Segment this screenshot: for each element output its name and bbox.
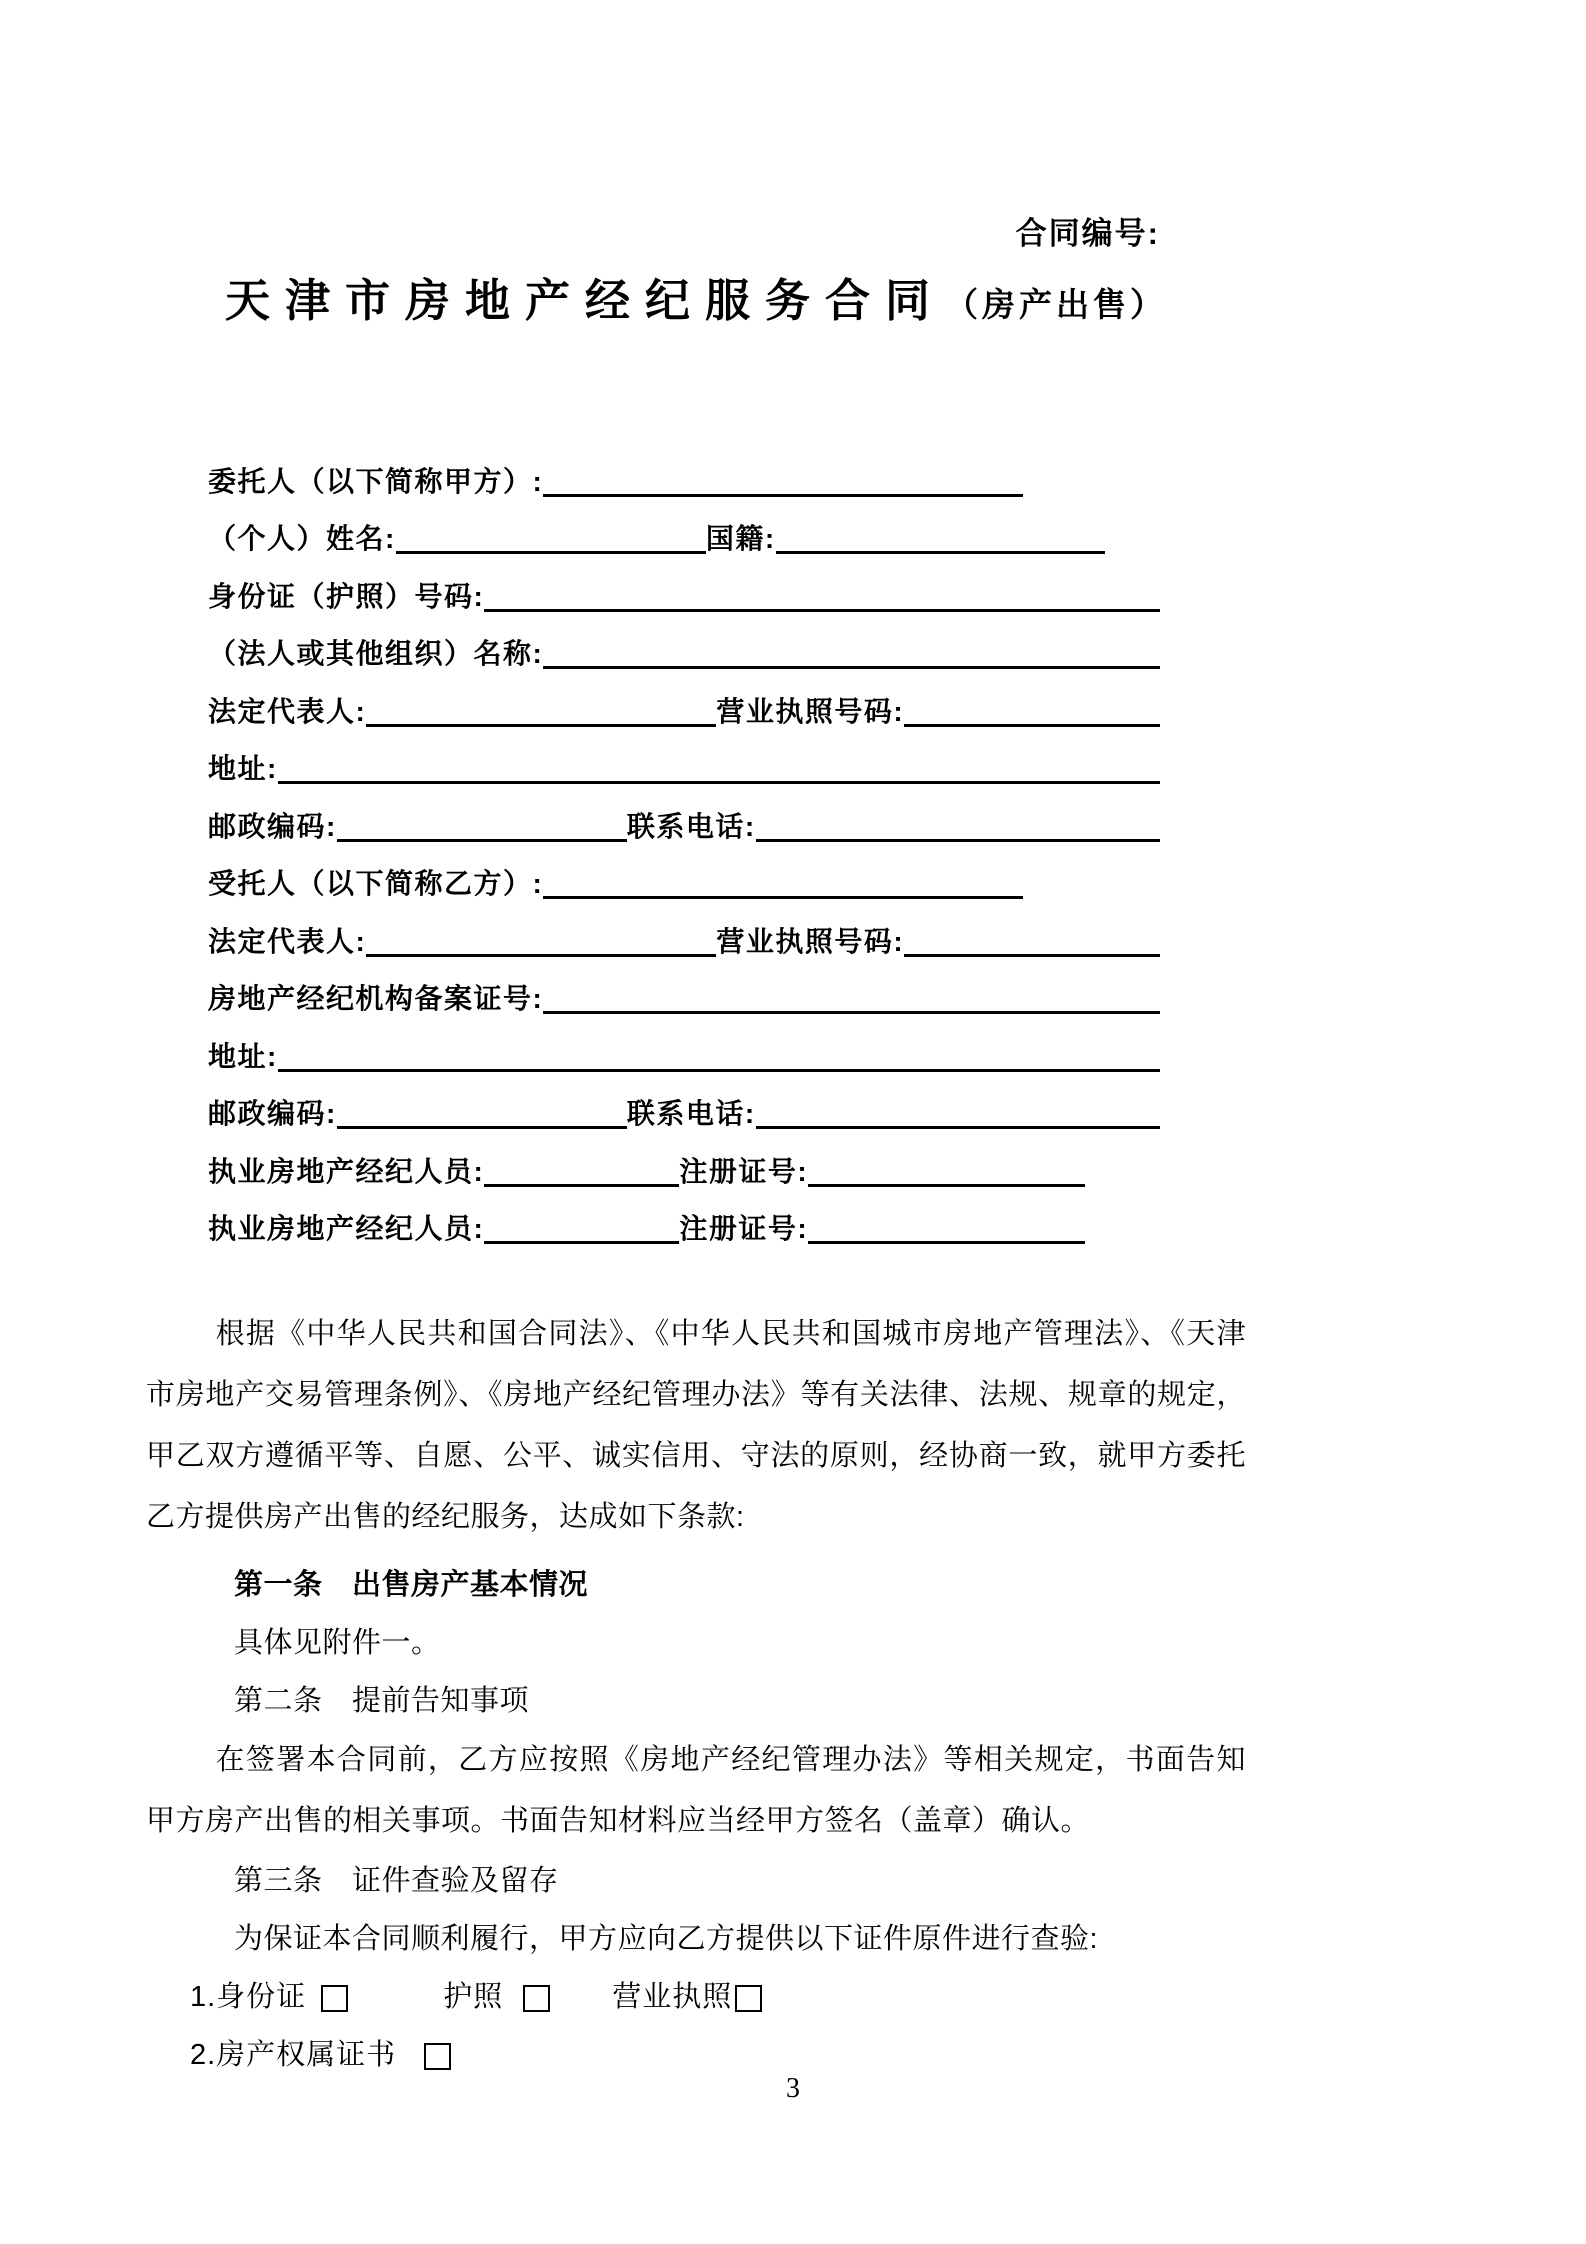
row-legal-rep-a xyxy=(208,671,1160,729)
row-address-a xyxy=(208,729,1160,787)
field-label: 执业房地产经纪人员: xyxy=(208,1155,485,1187)
row-agent-party-b xyxy=(208,844,1160,902)
field-label: 法定代表人: xyxy=(208,695,367,727)
blank-fill-line[interactable] xyxy=(808,1154,1085,1187)
row-address-b xyxy=(208,1016,1160,1074)
id-documents-checkrow xyxy=(190,1968,1246,2026)
row-brokerage-record-number xyxy=(208,959,1160,1017)
row-postcode-phone-b xyxy=(208,1074,1160,1132)
field-label: 注册证号: xyxy=(679,1213,809,1244)
preamble-paragraph: 根据《中华人民共和国合同法》、《中华人民共和国城市房地产管理法》、《天津市房地产交易管理条例》、《房地产经纪管理办法》等有关法律、法规、规章的规定，甲乙双方遵循平等、自愿、公平、诚实信用、守法的原则，经协商一致，就甲方委托乙方提供房产出售的经纪服务，达成如下条款: xyxy=(146,1318,1246,1533)
blank-fill-line[interactable] xyxy=(484,1211,679,1244)
field-label: 地址: xyxy=(208,753,278,784)
blank-fill-line[interactable] xyxy=(278,751,1160,784)
blank-fill-line[interactable] xyxy=(366,924,716,957)
field-label: 联系电话: xyxy=(626,1098,756,1129)
field-label: 营业执照号码: xyxy=(716,925,905,957)
blank-fill-line[interactable] xyxy=(776,521,1105,554)
row-personal-name-nationality xyxy=(208,499,1160,557)
field-label: 邮政编码: xyxy=(208,810,337,842)
field-label: 执业房地产经纪人员: xyxy=(208,1213,485,1244)
contract-body xyxy=(146,1304,1246,2084)
row-licensed-broker-2 xyxy=(208,1189,1160,1247)
clause-2-body: 在签署本合同前，乙方应按照《房地产经纪管理办法》等相关规定，书面告知甲方房产出售的相关事项。书面告知材料应当经甲方签名（盖章）确认。 xyxy=(146,1744,1246,1837)
page-title-suffix: （房产出售） xyxy=(945,286,1167,323)
row-org-name xyxy=(208,614,1160,672)
blank-fill-line[interactable] xyxy=(904,924,1160,957)
blank-fill-line[interactable] xyxy=(337,1096,627,1129)
field-label: 委托人（以下简称甲方）: xyxy=(208,465,544,497)
field-label: 联系电话: xyxy=(626,810,756,842)
blank-fill-line[interactable] xyxy=(543,464,1023,497)
field-label: 邮政编码: xyxy=(208,1098,337,1129)
clause-2-heading: 第二条 提前告知事项 xyxy=(234,1685,530,1717)
blank-fill-line[interactable] xyxy=(756,809,1160,842)
blank-fill-line[interactable] xyxy=(543,636,1160,669)
checkbox-label: 护照 xyxy=(443,1981,504,2013)
checkbox-label: 1.身份证 xyxy=(190,1981,307,2013)
blank-fill-line[interactable] xyxy=(278,1039,1160,1072)
blank-fill-line[interactable] xyxy=(484,1154,679,1187)
contract-number-label: 合同编号: xyxy=(1015,216,1160,251)
checkbox[interactable] xyxy=(321,1985,348,2012)
checkbox-label: 营业执照 xyxy=(612,1981,733,2013)
checkbox[interactable] xyxy=(424,2043,451,2070)
field-label: 注册证号: xyxy=(679,1155,809,1187)
blank-fill-line[interactable] xyxy=(543,981,1160,1014)
row-licensed-broker-1 xyxy=(208,1131,1160,1189)
blank-fill-line[interactable] xyxy=(337,809,627,842)
blank-fill-line[interactable] xyxy=(756,1096,1160,1129)
page-title-main: 天津市房地产经纪服务合同 xyxy=(224,275,945,326)
row-client-party-a xyxy=(208,441,1160,499)
row-id-passport-number xyxy=(208,556,1160,614)
blank-fill-line[interactable] xyxy=(808,1211,1085,1244)
clause-3-body: 为保证本合同顺利履行，甲方应向乙方提供以下证件原件进行查验: xyxy=(234,1923,1099,1955)
field-label: （个人）姓名: xyxy=(208,523,396,554)
clause-1-body: 具体见附件一。 xyxy=(234,1627,441,1659)
field-label: 营业执照号码: xyxy=(716,695,905,727)
field-label: 身份证（护照）号码: xyxy=(208,580,485,612)
row-legal-rep-b xyxy=(208,901,1160,959)
page-content xyxy=(146,213,1246,2084)
field-label: 地址: xyxy=(208,1040,278,1072)
party-info-form xyxy=(208,441,1160,1246)
clause-3-heading: 第三条 证件查验及留存 xyxy=(234,1865,559,1897)
blank-fill-line[interactable] xyxy=(904,694,1160,727)
blank-fill-line[interactable] xyxy=(484,579,1160,612)
field-label: 国籍: xyxy=(705,523,776,554)
blank-fill-line[interactable] xyxy=(366,694,716,727)
field-label: 受托人（以下简称乙方）: xyxy=(208,868,544,899)
page-title xyxy=(146,269,1246,337)
field-label: 房地产经纪机构备案证号: xyxy=(208,983,544,1014)
blank-fill-line[interactable] xyxy=(396,521,706,554)
row-postcode-phone-a xyxy=(208,786,1160,844)
checkbox[interactable] xyxy=(735,1985,762,2012)
checkbox-label: 2.房产权属证书 xyxy=(190,2039,397,2071)
blank-fill-line[interactable] xyxy=(543,866,1023,899)
field-label: 法定代表人: xyxy=(208,925,367,957)
clause-1-heading: 第一条 出售房产基本情况 xyxy=(234,1569,589,1601)
field-label: （法人或其他组织）名称: xyxy=(208,638,544,669)
page-number: 3 xyxy=(786,2073,800,2104)
checkbox[interactable] xyxy=(523,1985,550,2012)
